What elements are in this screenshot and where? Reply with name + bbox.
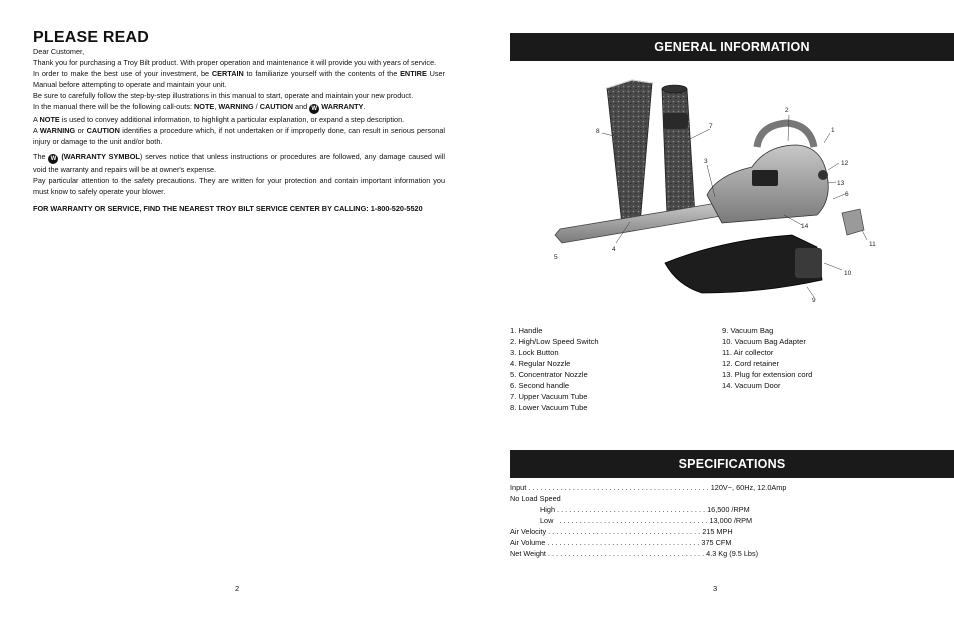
paragraph-investment: In order to make the best use of your investment, be CERTAIN to familiarize yourself with the contents of the ENTIRE User Manual before attempting to operate and maintain your unit. bbox=[33, 69, 445, 89]
spec-row: No Load Speed bbox=[510, 494, 561, 503]
callout-number: 13 bbox=[837, 180, 845, 187]
spec-row: High . . . . . . . . . . . . . . . . . . . . . . . . . . . . . . . . . . . . . 16,500 /RPM bbox=[540, 505, 750, 514]
spec-row: Input . . . . . . . . . . . . . . . . . . . . . . . . . . . . . . . . . . . . . . . . . . . . . 120V~, 60Hz, 12.0Amp bbox=[510, 483, 787, 492]
list-item: 5. Concentrator Nozzle bbox=[510, 370, 588, 379]
list-item: 3. Lock Button bbox=[510, 348, 559, 357]
callout-number: 6 bbox=[845, 191, 849, 198]
warranty-service-line: FOR WARRANTY OR SERVICE, FIND THE NEAREST TROY BILT SERVICE CENTER BY CALLING: 1-800-520-5520 bbox=[33, 204, 423, 213]
spec-row: Low . . . . . . . . . . . . . . . . . . . . . . . . . . . . . . . . . . . . . 13,000 /RPM bbox=[540, 516, 753, 525]
callout-number: 11 bbox=[869, 241, 876, 248]
warranty-symbol-icon: W bbox=[48, 154, 58, 164]
spec-row: Air Volume . . . . . . . . . . . . . . . . . . . . . . . . . . . . . . . . . . . . . . 375 CFM bbox=[510, 538, 732, 547]
blower-vacuum-illustration bbox=[552, 75, 912, 310]
specifications-heading: SPECIFICATIONS bbox=[510, 450, 954, 478]
page-number: 2 bbox=[235, 584, 240, 593]
page-number: 3 bbox=[713, 584, 718, 593]
right-page bbox=[477, 0, 954, 618]
paragraph-safety: Pay particular attention to the safety precautions. They are written for your protection and contain important information you must know to safely operate your blower. bbox=[33, 176, 445, 196]
lower-vacuum-tube bbox=[607, 80, 652, 229]
handle bbox=[757, 123, 814, 147]
list-item: 11. Air collector bbox=[722, 348, 774, 357]
list-item: 10. Vacuum Bag Adapter bbox=[722, 337, 806, 346]
brand-label bbox=[752, 170, 778, 186]
air-collector bbox=[842, 209, 864, 235]
callout-number: 1 bbox=[831, 127, 835, 134]
callout-number: 12 bbox=[841, 160, 849, 167]
parts-list-left bbox=[510, 325, 599, 413]
callout-number: 9 bbox=[812, 297, 816, 304]
paragraph-illustrations: Be sure to carefully follow the step-by-step illustrations in this manual to start, operate and maintain your new product. bbox=[33, 91, 414, 100]
list-item: 4. Regular Nozzle bbox=[510, 359, 571, 368]
greeting: Dear Customer, bbox=[33, 47, 85, 56]
specifications-table bbox=[510, 482, 830, 559]
page-title: PLEASE READ bbox=[33, 29, 149, 46]
callout-number: 7 bbox=[709, 123, 713, 130]
callout-number: 4 bbox=[612, 246, 616, 253]
vacuum-bag-adapter bbox=[795, 248, 822, 278]
intro-text bbox=[33, 46, 445, 214]
parts-list-right bbox=[722, 325, 812, 391]
callout-number: 10 bbox=[844, 270, 852, 277]
callout-number: 3 bbox=[704, 158, 708, 165]
callout-number: 2 bbox=[785, 107, 789, 114]
list-item: 9. Vacuum Bag bbox=[722, 326, 774, 335]
list-item: 12. Cord retainer bbox=[722, 359, 779, 368]
paragraph-callouts: In the manual there will be the following call-outs: NOTE, WARNING / CAUTION and W WARRANTY. bbox=[33, 102, 366, 112]
upper-vacuum-tube bbox=[662, 86, 695, 220]
paragraph-thanks: Thank you for purchasing a Troy Bilt product. With proper operation and maintenance it will provide you with years of service. bbox=[33, 58, 437, 67]
warranty-symbol-icon: W bbox=[309, 104, 319, 114]
general-information-heading: GENERAL INFORMATION bbox=[510, 33, 954, 61]
callout-number: 8 bbox=[596, 128, 600, 135]
list-item: 2. High/Low Speed Switch bbox=[510, 337, 599, 346]
list-item: 1. Handle bbox=[510, 326, 543, 335]
paragraph-warranty-symbol: The W (WARRANTY SYMBOL) serves notice that unless instructions or procedures are followed, any damage caused will void the warranty and repairs will be at owner's expense. bbox=[33, 152, 445, 174]
paragraph-note: A NOTE is used to convey additional information, to highlight a particular explanation, or expand a step description. bbox=[33, 115, 405, 124]
list-item: 8. Lower Vacuum Tube bbox=[510, 403, 588, 412]
paragraph-warning: A WARNING or CAUTION identifies a procedure which, if not undertaken or if improperly done, can result in serious personal injury or damage to the unit and/or both. bbox=[33, 126, 445, 146]
list-item: 14. Vacuum Door bbox=[722, 381, 781, 390]
spec-row: Net Weight . . . . . . . . . . . . . . . . . . . . . . . . . . . . . . . . . . . . . . . 4.3 Kg (9.5 Lbs) bbox=[510, 549, 759, 558]
callout-number: 5 bbox=[554, 254, 558, 261]
callout-number: 14 bbox=[801, 223, 809, 230]
list-item: 7. Upper Vacuum Tube bbox=[510, 392, 588, 401]
list-item: 13. Plug for extension cord bbox=[722, 370, 813, 379]
spec-row: Air Velocity . . . . . . . . . . . . . . . . . . . . . . . . . . . . . . . . . . . . . . 215 MPH bbox=[510, 527, 733, 536]
list-item: 6. Second handle bbox=[510, 381, 570, 390]
